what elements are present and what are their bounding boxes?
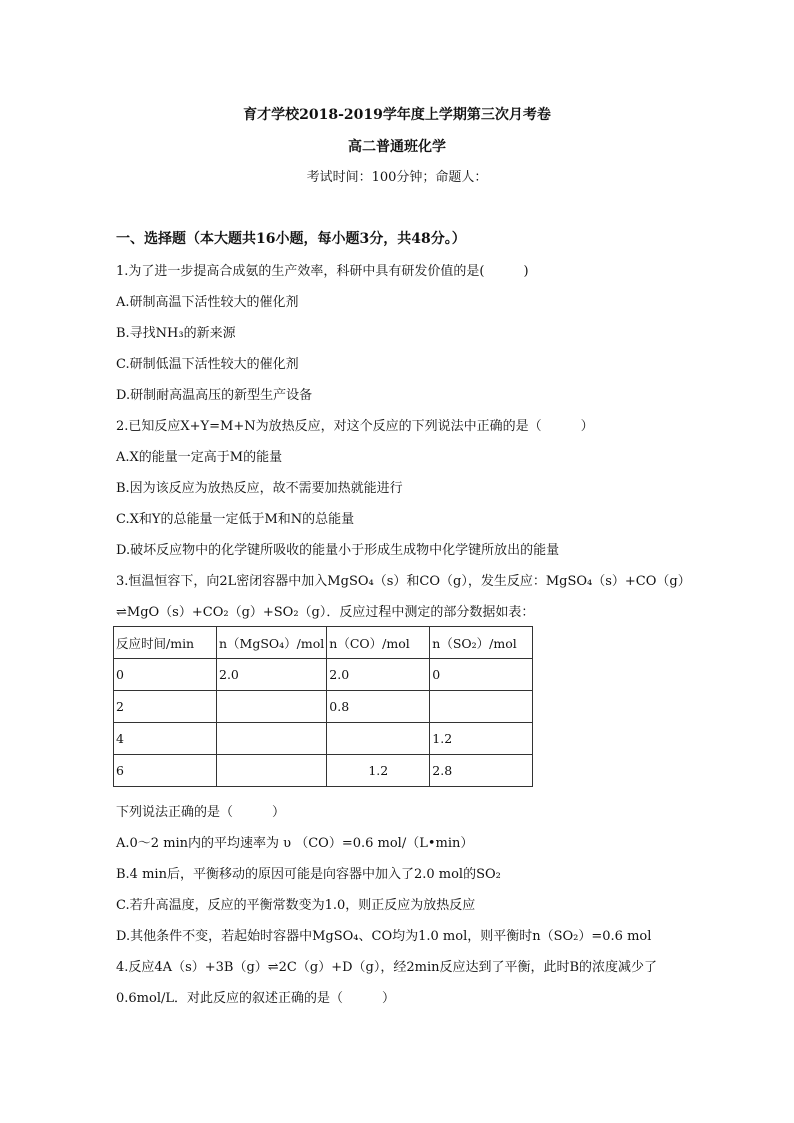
table-cell xyxy=(327,723,430,755)
table-header-row xyxy=(114,627,533,659)
q3-option-a: A.0～2 min内的平均速率为 υ （CO）=0.6 mol/（L•min） xyxy=(116,836,474,851)
table-row xyxy=(114,691,533,723)
exam-subtitle: 高二普通班化学 xyxy=(348,139,446,155)
q2-stem: 2.已知反应X+Y=M+N为放热反应，对这个反应的下列说法中正确的是（ ） xyxy=(116,419,594,434)
table-header-cell: 反应时间/min xyxy=(114,627,217,659)
q2-option-d: D.破坏反应物中的化学键所吸收的能量小于形成生成物中化学键所放出的能量 xyxy=(116,543,560,558)
table-cell: 2.0 xyxy=(327,659,430,691)
table-cell: 1.2 xyxy=(430,723,533,755)
q2-option-b: B.因为该反应为放热反应，故不需要加热就能进行 xyxy=(116,481,403,496)
table-cell: 2.0 xyxy=(217,659,327,691)
table-row xyxy=(114,659,533,691)
q1-stem: 1.为了进一步提高合成氨的生产效率，科研中具有研发价值的是( ) xyxy=(116,264,529,279)
exam-info: 考试时间：100分钟；命题人： xyxy=(306,170,488,185)
table-cell: 6 xyxy=(114,755,217,787)
q1-option-a: A.研制高温下活性较大的催化剂 xyxy=(116,295,299,310)
q3-prompt: 下列说法正确的是（ ） xyxy=(116,805,286,820)
table-header-cell: n（CO）/mol xyxy=(327,627,430,659)
table-cell xyxy=(430,691,533,723)
table-cell xyxy=(217,755,327,787)
q3-option-d: D.其他条件不变，若起始时容器中MgSO₄、CO均为1.0 mol，则平衡时n（SO₂）=0.6 mol xyxy=(116,929,652,944)
table-cell: 1.2 xyxy=(327,755,430,787)
q1-option-b: B.寻找NH₃的新来源 xyxy=(116,326,236,341)
q2-option-c: C.X和Y的总能量一定低于M和N的总能量 xyxy=(116,512,355,527)
q4-stem-line1: 4.反应4A（s）+3B（g）⇌2C（g）+D（g），经2min反应达到了平衡，此时B的浓度减少了 xyxy=(116,960,658,975)
table-row xyxy=(114,755,533,787)
table-header-cell: n（SO₂）/mol xyxy=(430,627,533,659)
table-cell: 0 xyxy=(430,659,533,691)
table-cell: 2.8 xyxy=(430,755,533,787)
q3-stem-line1: 3.恒温恒容下，向2L密闭容器中加入MgSO₄（s）和CO（g），发生反应：MgSO₄（s）+CO（g） xyxy=(116,574,691,589)
exam-title: 育才学校2018-2019学年度上学期第三次月考卷 xyxy=(243,107,551,123)
table-cell xyxy=(217,723,327,755)
q3-option-c: C.若升高温度，反应的平衡常数变为1.0，则正反应为放热反应 xyxy=(116,898,476,913)
table-cell: 2 xyxy=(114,691,217,723)
table-cell: 4 xyxy=(114,723,217,755)
table-row xyxy=(114,723,533,755)
q3-data-table xyxy=(113,626,533,787)
table-cell: 0.8 xyxy=(327,691,430,723)
q3-option-b: B.4 min后，平衡移动的原因可能是向容器中加入了2.0 mol的SO₂ xyxy=(116,867,501,882)
q3-stem-line2: ⇌MgO（s）+CO₂（g）+SO₂（g）．反应过程中测定的部分数据如表： xyxy=(116,605,535,620)
table-cell: 0 xyxy=(114,659,217,691)
q1-option-d: D.研制耐高温高压的新型生产设备 xyxy=(116,388,313,403)
section-heading: 一、选择题（本大题共16小题，每小题3分，共48分。） xyxy=(116,231,466,247)
table-header-cell: n（MgSO₄）/mol xyxy=(217,627,327,659)
q2-option-a: A.X的能量一定高于M的能量 xyxy=(116,450,283,465)
q1-option-c: C.研制低温下活性较大的催化剂 xyxy=(116,357,299,372)
q4-stem-line2: 0.6mol/L．对此反应的叙述正确的是（ ） xyxy=(116,991,395,1006)
table-cell xyxy=(217,691,327,723)
